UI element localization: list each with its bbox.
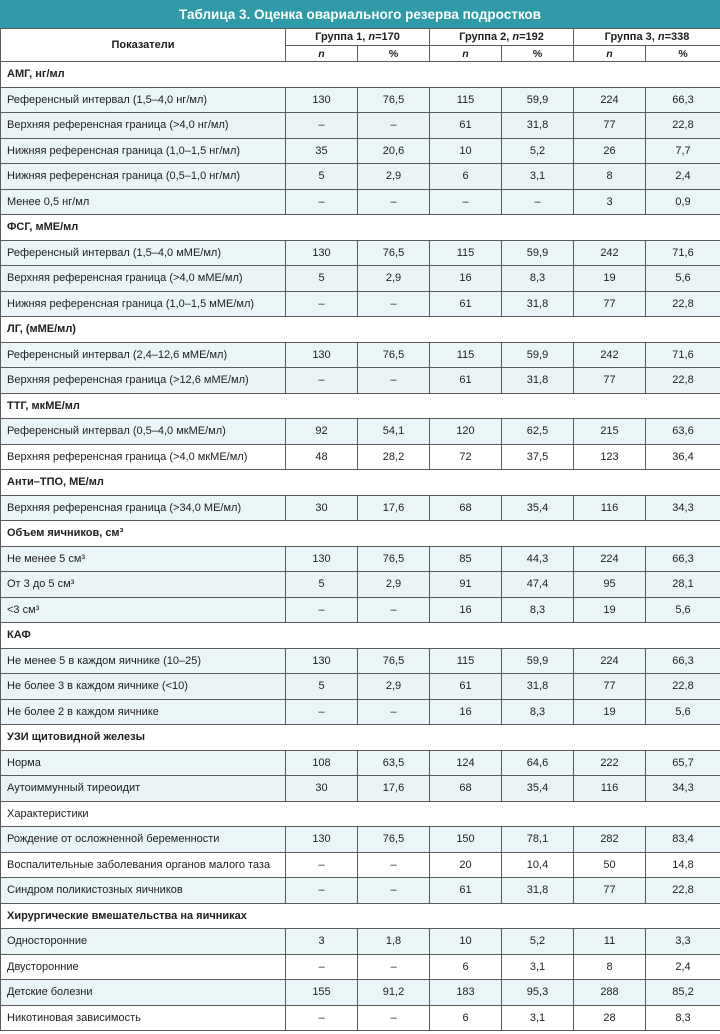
row-label: Аутоиммунный тиреоидит <box>1 776 286 802</box>
cell-count: – <box>286 597 358 623</box>
subheader-n: n <box>286 46 358 62</box>
cell-count: 77 <box>574 368 646 394</box>
cell-count: 95 <box>574 572 646 598</box>
cell-count: 16 <box>430 266 502 292</box>
section-header-row <box>1 623 720 649</box>
cell-percent: 22,8 <box>646 291 720 317</box>
cell-count: 77 <box>574 291 646 317</box>
cell-percent: 59,9 <box>502 648 574 674</box>
cell-percent: 28,1 <box>646 572 720 598</box>
cell-percent: – <box>358 699 430 725</box>
row-label: Синдром поликистозных яичников <box>1 878 286 904</box>
cell-count: 16 <box>430 699 502 725</box>
cell-percent: – <box>358 368 430 394</box>
cell-count: – <box>286 878 358 904</box>
cell-percent: 17,6 <box>358 776 430 802</box>
table-row <box>1 444 720 470</box>
cell-percent: 64,6 <box>502 750 574 776</box>
cell-count: 130 <box>286 240 358 266</box>
cell-count: 150 <box>430 827 502 853</box>
cell-percent: 2,9 <box>358 572 430 598</box>
cell-count: 16 <box>430 597 502 623</box>
section-header-row <box>1 801 720 827</box>
cell-percent: 76,5 <box>358 342 430 368</box>
cell-count: 130 <box>286 648 358 674</box>
row-label: Нижняя референсная граница (1,0–1,5 нг/мл) <box>1 138 286 164</box>
cell-percent: 63,5 <box>358 750 430 776</box>
subheader-percent: % <box>502 46 574 62</box>
table-row <box>1 419 720 445</box>
row-label: Верхняя референсная граница (>4,0 мкМЕ/мл) <box>1 444 286 470</box>
cell-count: 61 <box>430 368 502 394</box>
cell-percent: 8,3 <box>502 597 574 623</box>
cell-count: 72 <box>430 444 502 470</box>
cell-percent: 2,9 <box>358 674 430 700</box>
header-group-2: Группа 2, n=192 <box>430 29 574 46</box>
ovarian-reserve-table <box>0 28 720 1031</box>
cell-count: 124 <box>430 750 502 776</box>
table-row <box>1 852 720 878</box>
cell-percent: 5,6 <box>646 597 720 623</box>
cell-percent: 31,8 <box>502 674 574 700</box>
cell-percent: 35,4 <box>502 495 574 521</box>
cell-count: 5 <box>286 674 358 700</box>
cell-percent: 54,1 <box>358 419 430 445</box>
cell-percent: – <box>358 291 430 317</box>
cell-percent: 2,4 <box>646 954 720 980</box>
section-title: Характеристики <box>1 801 720 827</box>
row-label: Рождение от осложненной беременности <box>1 827 286 853</box>
cell-count: 19 <box>574 597 646 623</box>
row-label: <3 см³ <box>1 597 286 623</box>
cell-count: 61 <box>430 674 502 700</box>
subheader-percent: % <box>358 46 430 62</box>
cell-percent: 65,7 <box>646 750 720 776</box>
cell-percent: – <box>358 113 430 139</box>
cell-percent: 66,3 <box>646 648 720 674</box>
cell-count: 50 <box>574 852 646 878</box>
cell-count: – <box>286 699 358 725</box>
cell-percent: 22,8 <box>646 674 720 700</box>
section-header-row <box>1 470 720 496</box>
cell-percent: 95,3 <box>502 980 574 1006</box>
cell-count: 30 <box>286 495 358 521</box>
row-label: Не менее 5 см³ <box>1 546 286 572</box>
cell-count: 20 <box>430 852 502 878</box>
row-label: Односторонние <box>1 929 286 955</box>
table-row <box>1 368 720 394</box>
table-row <box>1 929 720 955</box>
cell-percent: 66,3 <box>646 87 720 113</box>
cell-percent: 34,3 <box>646 776 720 802</box>
cell-percent: – <box>358 1005 430 1031</box>
cell-count: 183 <box>430 980 502 1006</box>
table-row <box>1 597 720 623</box>
cell-count: – <box>286 852 358 878</box>
cell-percent: 5,2 <box>502 138 574 164</box>
cell-percent: 36,4 <box>646 444 720 470</box>
section-title: ЛГ, (мМЕ/мл) <box>1 317 720 343</box>
cell-percent: 31,8 <box>502 878 574 904</box>
table-row <box>1 138 720 164</box>
row-label: Нижняя референсная граница (1,0–1,5 мМЕ/мл) <box>1 291 286 317</box>
cell-count: 35 <box>286 138 358 164</box>
cell-percent: 37,5 <box>502 444 574 470</box>
cell-count: 130 <box>286 342 358 368</box>
cell-count: 30 <box>286 776 358 802</box>
row-label: Референсный интервал (0,5–4,0 мкМЕ/мл) <box>1 419 286 445</box>
table-row <box>1 648 720 674</box>
cell-count: 8 <box>574 954 646 980</box>
section-title: УЗИ щитовидной железы <box>1 725 720 751</box>
cell-percent: 31,8 <box>502 113 574 139</box>
table-title: Таблица 3. Оценка овариального резерва подростков <box>0 0 720 28</box>
cell-count: 116 <box>574 776 646 802</box>
cell-count: 91 <box>430 572 502 598</box>
cell-percent: 76,5 <box>358 240 430 266</box>
table-row <box>1 240 720 266</box>
cell-count: 61 <box>430 291 502 317</box>
cell-percent: 2,4 <box>646 164 720 190</box>
subheader-n: n <box>430 46 502 62</box>
cell-count: 155 <box>286 980 358 1006</box>
row-label: Детские болезни <box>1 980 286 1006</box>
table-row <box>1 954 720 980</box>
cell-count: 68 <box>430 776 502 802</box>
cell-count: 130 <box>286 546 358 572</box>
cell-count: 115 <box>430 342 502 368</box>
cell-percent: 3,1 <box>502 164 574 190</box>
cell-count: 5 <box>286 164 358 190</box>
row-label: Никотиновая зависимость <box>1 1005 286 1031</box>
cell-count: – <box>286 291 358 317</box>
table-row <box>1 87 720 113</box>
cell-percent: 76,5 <box>358 87 430 113</box>
cell-count: 224 <box>574 87 646 113</box>
table-row <box>1 878 720 904</box>
cell-count: – <box>430 189 502 215</box>
table-row <box>1 776 720 802</box>
cell-count: 77 <box>574 113 646 139</box>
row-label: Не менее 5 в каждом яичнике (10–25) <box>1 648 286 674</box>
row-label: Воспалительные заболевания органов малого таза <box>1 852 286 878</box>
section-title: АМГ, нг/мл <box>1 62 720 88</box>
row-label: Верхняя референсная граница (>4,0 мМЕ/мл) <box>1 266 286 292</box>
row-label: Референсный интервал (1,5–4,0 нг/мл) <box>1 87 286 113</box>
cell-count: 85 <box>430 546 502 572</box>
cell-percent: 5,6 <box>646 699 720 725</box>
cell-percent: 31,8 <box>502 291 574 317</box>
cell-percent: 10,4 <box>502 852 574 878</box>
cell-percent: 62,5 <box>502 419 574 445</box>
cell-count: 77 <box>574 878 646 904</box>
cell-percent: 1,8 <box>358 929 430 955</box>
cell-count: 6 <box>430 954 502 980</box>
cell-count: 288 <box>574 980 646 1006</box>
cell-count: 77 <box>574 674 646 700</box>
subheader-percent: % <box>646 46 720 62</box>
table-row <box>1 674 720 700</box>
cell-count: – <box>286 954 358 980</box>
row-label: Верхняя референсная граница (>34,0 МЕ/мл) <box>1 495 286 521</box>
cell-percent: 78,1 <box>502 827 574 853</box>
cell-count: 6 <box>430 164 502 190</box>
cell-count: 123 <box>574 444 646 470</box>
row-label: Не более 3 в каждом яичнике (<10) <box>1 674 286 700</box>
cell-count: 108 <box>286 750 358 776</box>
table-row <box>1 699 720 725</box>
cell-percent: 2,9 <box>358 266 430 292</box>
section-title: ТТГ, мкМЕ/мл <box>1 393 720 419</box>
cell-percent: 85,2 <box>646 980 720 1006</box>
cell-count: 115 <box>430 240 502 266</box>
cell-percent: 28,2 <box>358 444 430 470</box>
cell-percent: 47,4 <box>502 572 574 598</box>
cell-count: 19 <box>574 699 646 725</box>
cell-count: 130 <box>286 827 358 853</box>
cell-percent: – <box>358 189 430 215</box>
table-row <box>1 189 720 215</box>
cell-percent: 8,3 <box>502 699 574 725</box>
section-header-row <box>1 725 720 751</box>
row-label: Верхняя референсная граница (>4,0 нг/мл) <box>1 113 286 139</box>
cell-percent: 0,9 <box>646 189 720 215</box>
cell-percent: 59,9 <box>502 240 574 266</box>
table-row <box>1 546 720 572</box>
cell-count: – <box>286 113 358 139</box>
cell-count: 10 <box>430 929 502 955</box>
cell-count: 115 <box>430 648 502 674</box>
cell-percent: 14,8 <box>646 852 720 878</box>
cell-percent: 63,6 <box>646 419 720 445</box>
cell-percent: 7,7 <box>646 138 720 164</box>
cell-percent: 3,1 <box>502 954 574 980</box>
cell-percent: 91,2 <box>358 980 430 1006</box>
cell-count: – <box>286 189 358 215</box>
header-indicator: Показатели <box>1 29 286 62</box>
section-title: ФСГ, мМЕ/мл <box>1 215 720 241</box>
cell-count: 6 <box>430 1005 502 1031</box>
section-header-row <box>1 903 720 929</box>
row-label: Нижняя референсная граница (0,5–1,0 нг/мл) <box>1 164 286 190</box>
table-row <box>1 291 720 317</box>
cell-percent: 2,9 <box>358 164 430 190</box>
cell-count: 11 <box>574 929 646 955</box>
cell-count: 10 <box>430 138 502 164</box>
table-row <box>1 164 720 190</box>
table-row <box>1 495 720 521</box>
section-header-row <box>1 215 720 241</box>
cell-percent: 71,6 <box>646 342 720 368</box>
cell-count: 8 <box>574 164 646 190</box>
cell-count: 242 <box>574 240 646 266</box>
row-label: Норма <box>1 750 286 776</box>
section-header-row <box>1 62 720 88</box>
row-label: Референсный интервал (2,4–12,6 мМЕ/мл) <box>1 342 286 368</box>
section-header-row <box>1 317 720 343</box>
cell-count: 28 <box>574 1005 646 1031</box>
cell-count: 26 <box>574 138 646 164</box>
section-title: КАФ <box>1 623 720 649</box>
cell-count: 224 <box>574 648 646 674</box>
header-group-3: Группа 3, n=338 <box>574 29 720 46</box>
cell-percent: 76,5 <box>358 546 430 572</box>
cell-count: 3 <box>286 929 358 955</box>
row-label: Двусторонние <box>1 954 286 980</box>
section-title: Анти–ТПО, МЕ/мл <box>1 470 720 496</box>
section-header-row <box>1 521 720 547</box>
table-row <box>1 1005 720 1031</box>
cell-percent: – <box>358 954 430 980</box>
cell-percent: 22,8 <box>646 878 720 904</box>
row-label: От 3 до 5 см³ <box>1 572 286 598</box>
cell-count: 224 <box>574 546 646 572</box>
cell-percent: 22,8 <box>646 368 720 394</box>
section-title: Хирургические вмешательства на яичниках <box>1 903 720 929</box>
section-title: Объем яичников, см³ <box>1 521 720 547</box>
cell-percent: 22,8 <box>646 113 720 139</box>
cell-percent: 71,6 <box>646 240 720 266</box>
cell-count: 61 <box>430 878 502 904</box>
cell-count: 68 <box>430 495 502 521</box>
cell-percent: 59,9 <box>502 342 574 368</box>
cell-count: 116 <box>574 495 646 521</box>
cell-count: 282 <box>574 827 646 853</box>
cell-count: 115 <box>430 87 502 113</box>
cell-percent: 35,4 <box>502 776 574 802</box>
cell-count: 19 <box>574 266 646 292</box>
cell-count: 120 <box>430 419 502 445</box>
cell-percent: – <box>358 878 430 904</box>
cell-percent: – <box>358 852 430 878</box>
cell-count: 3 <box>574 189 646 215</box>
table-body <box>1 62 720 1031</box>
cell-count: 215 <box>574 419 646 445</box>
cell-count: 92 <box>286 419 358 445</box>
cell-percent: 3,3 <box>646 929 720 955</box>
cell-percent: 76,5 <box>358 827 430 853</box>
cell-percent: – <box>502 189 574 215</box>
cell-percent: 3,1 <box>502 1005 574 1031</box>
cell-percent: 66,3 <box>646 546 720 572</box>
cell-percent: 8,3 <box>646 1005 720 1031</box>
cell-percent: 83,4 <box>646 827 720 853</box>
cell-percent: 31,8 <box>502 368 574 394</box>
cell-percent: 76,5 <box>358 648 430 674</box>
header-group-1: Группа 1, n=170 <box>286 29 430 46</box>
row-label: Референсный интервал (1,5–4,0 мМЕ/мл) <box>1 240 286 266</box>
cell-count: 5 <box>286 572 358 598</box>
cell-percent: 20,6 <box>358 138 430 164</box>
cell-percent: 17,6 <box>358 495 430 521</box>
subheader-n: n <box>574 46 646 62</box>
cell-count: 61 <box>430 113 502 139</box>
cell-count: 130 <box>286 87 358 113</box>
cell-percent: 5,6 <box>646 266 720 292</box>
cell-percent: 5,2 <box>502 929 574 955</box>
row-label: Верхняя референсная граница (>12,6 мМЕ/мл) <box>1 368 286 394</box>
table-row <box>1 113 720 139</box>
cell-percent: 59,9 <box>502 87 574 113</box>
cell-percent: 34,3 <box>646 495 720 521</box>
section-header-row <box>1 393 720 419</box>
row-label: Менее 0,5 нг/мл <box>1 189 286 215</box>
table-row <box>1 827 720 853</box>
cell-count: – <box>286 1005 358 1031</box>
cell-count: 222 <box>574 750 646 776</box>
table-row <box>1 266 720 292</box>
cell-count: – <box>286 368 358 394</box>
table-row <box>1 750 720 776</box>
row-label: Не более 2 в каждом яичнике <box>1 699 286 725</box>
cell-percent: 44,3 <box>502 546 574 572</box>
cell-count: 5 <box>286 266 358 292</box>
table-row <box>1 980 720 1006</box>
cell-percent: 8,3 <box>502 266 574 292</box>
table-row <box>1 342 720 368</box>
table-row <box>1 572 720 598</box>
cell-count: 242 <box>574 342 646 368</box>
cell-percent: – <box>358 597 430 623</box>
cell-count: 48 <box>286 444 358 470</box>
